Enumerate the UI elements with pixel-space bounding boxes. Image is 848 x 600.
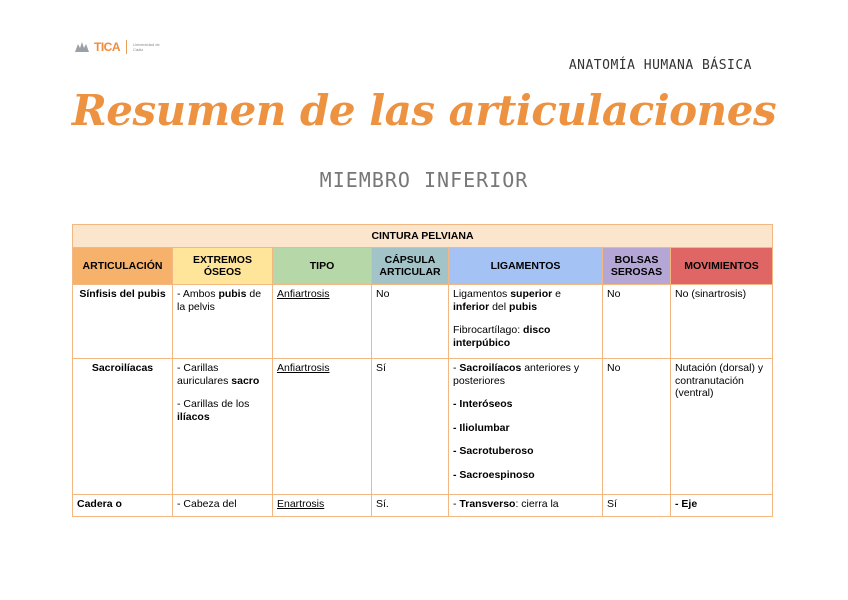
cell-capsula: Sí — [372, 359, 449, 495]
cell-movimientos: - Eje — [671, 495, 773, 517]
table-row — [73, 285, 773, 359]
cell-movimientos: No (sinartrosis) — [671, 285, 773, 359]
column-header-extremos: EXTREMOS ÓSEOS — [173, 248, 273, 285]
column-header-ligamentos: LIGAMENTOS — [449, 248, 603, 285]
column-header-capsula: CÁPSULA ARTICULAR — [372, 248, 449, 285]
cell-bolsas: No — [603, 285, 671, 359]
cell-extremos: - Ambos pubis de la pelvis — [173, 285, 273, 359]
cell-capsula: Sí. — [372, 495, 449, 517]
table-row — [73, 359, 773, 495]
column-header-row — [73, 248, 773, 285]
cell-bolsas: No — [603, 359, 671, 495]
page-subtitle: MIEMBRO INFERIOR — [319, 168, 529, 192]
cell-extremos: - Cabeza del — [173, 495, 273, 517]
logo-subtext: Universidad de Cádiz — [133, 42, 160, 52]
cell-tipo: Anfiartrosis — [273, 285, 372, 359]
column-header-bolsas: BOLSAS SEROSAS — [603, 248, 671, 285]
table-row — [73, 495, 773, 517]
cell-bolsas: Sí — [603, 495, 671, 517]
cell-ligamentos: - Transverso: cierra la — [449, 495, 603, 517]
column-header-articulacion: ARTICULACIÓN — [73, 248, 173, 285]
column-header-tipo: TIPO — [273, 248, 372, 285]
column-header-movimientos: MOVIMIENTOS — [671, 248, 773, 285]
logo-text: TICA — [94, 40, 120, 54]
university-logo — [74, 40, 163, 54]
cell-articulacion: Sacroilíacas — [73, 359, 173, 495]
cell-tipo: Enartrosis — [273, 495, 372, 517]
cell-articulacion: Cadera o — [73, 495, 173, 517]
crest-icon — [74, 41, 90, 53]
cell-tipo: Anfiartrosis — [273, 359, 372, 495]
cell-articulacion: Sínfisis del pubis — [73, 285, 173, 359]
section-header: CINTURA PELVIANA — [73, 225, 773, 248]
page-title: Resumen de las articulaciones — [71, 86, 777, 135]
cell-movimientos: Nutación (dorsal) y contranutación (ventral) — [671, 359, 773, 495]
cell-ligamentos: - Sacroilíacos anteriores y posteriores - Interóseos - Iliolumbar - Sacrotuberoso - Sacroespinoso — [449, 359, 603, 495]
cell-extremos: - Carillas auriculares sacro - Carillas de los ilíacos — [173, 359, 273, 495]
course-name: ANATOMÍA HUMANA BÁSICA — [568, 58, 752, 73]
articulations-table — [72, 224, 773, 517]
cell-ligamentos: Ligamentos superior e inferior del pubis Fibrocartílago: disco interpúbico — [449, 285, 603, 359]
logo-separator — [126, 40, 127, 54]
cell-capsula: No — [372, 285, 449, 359]
